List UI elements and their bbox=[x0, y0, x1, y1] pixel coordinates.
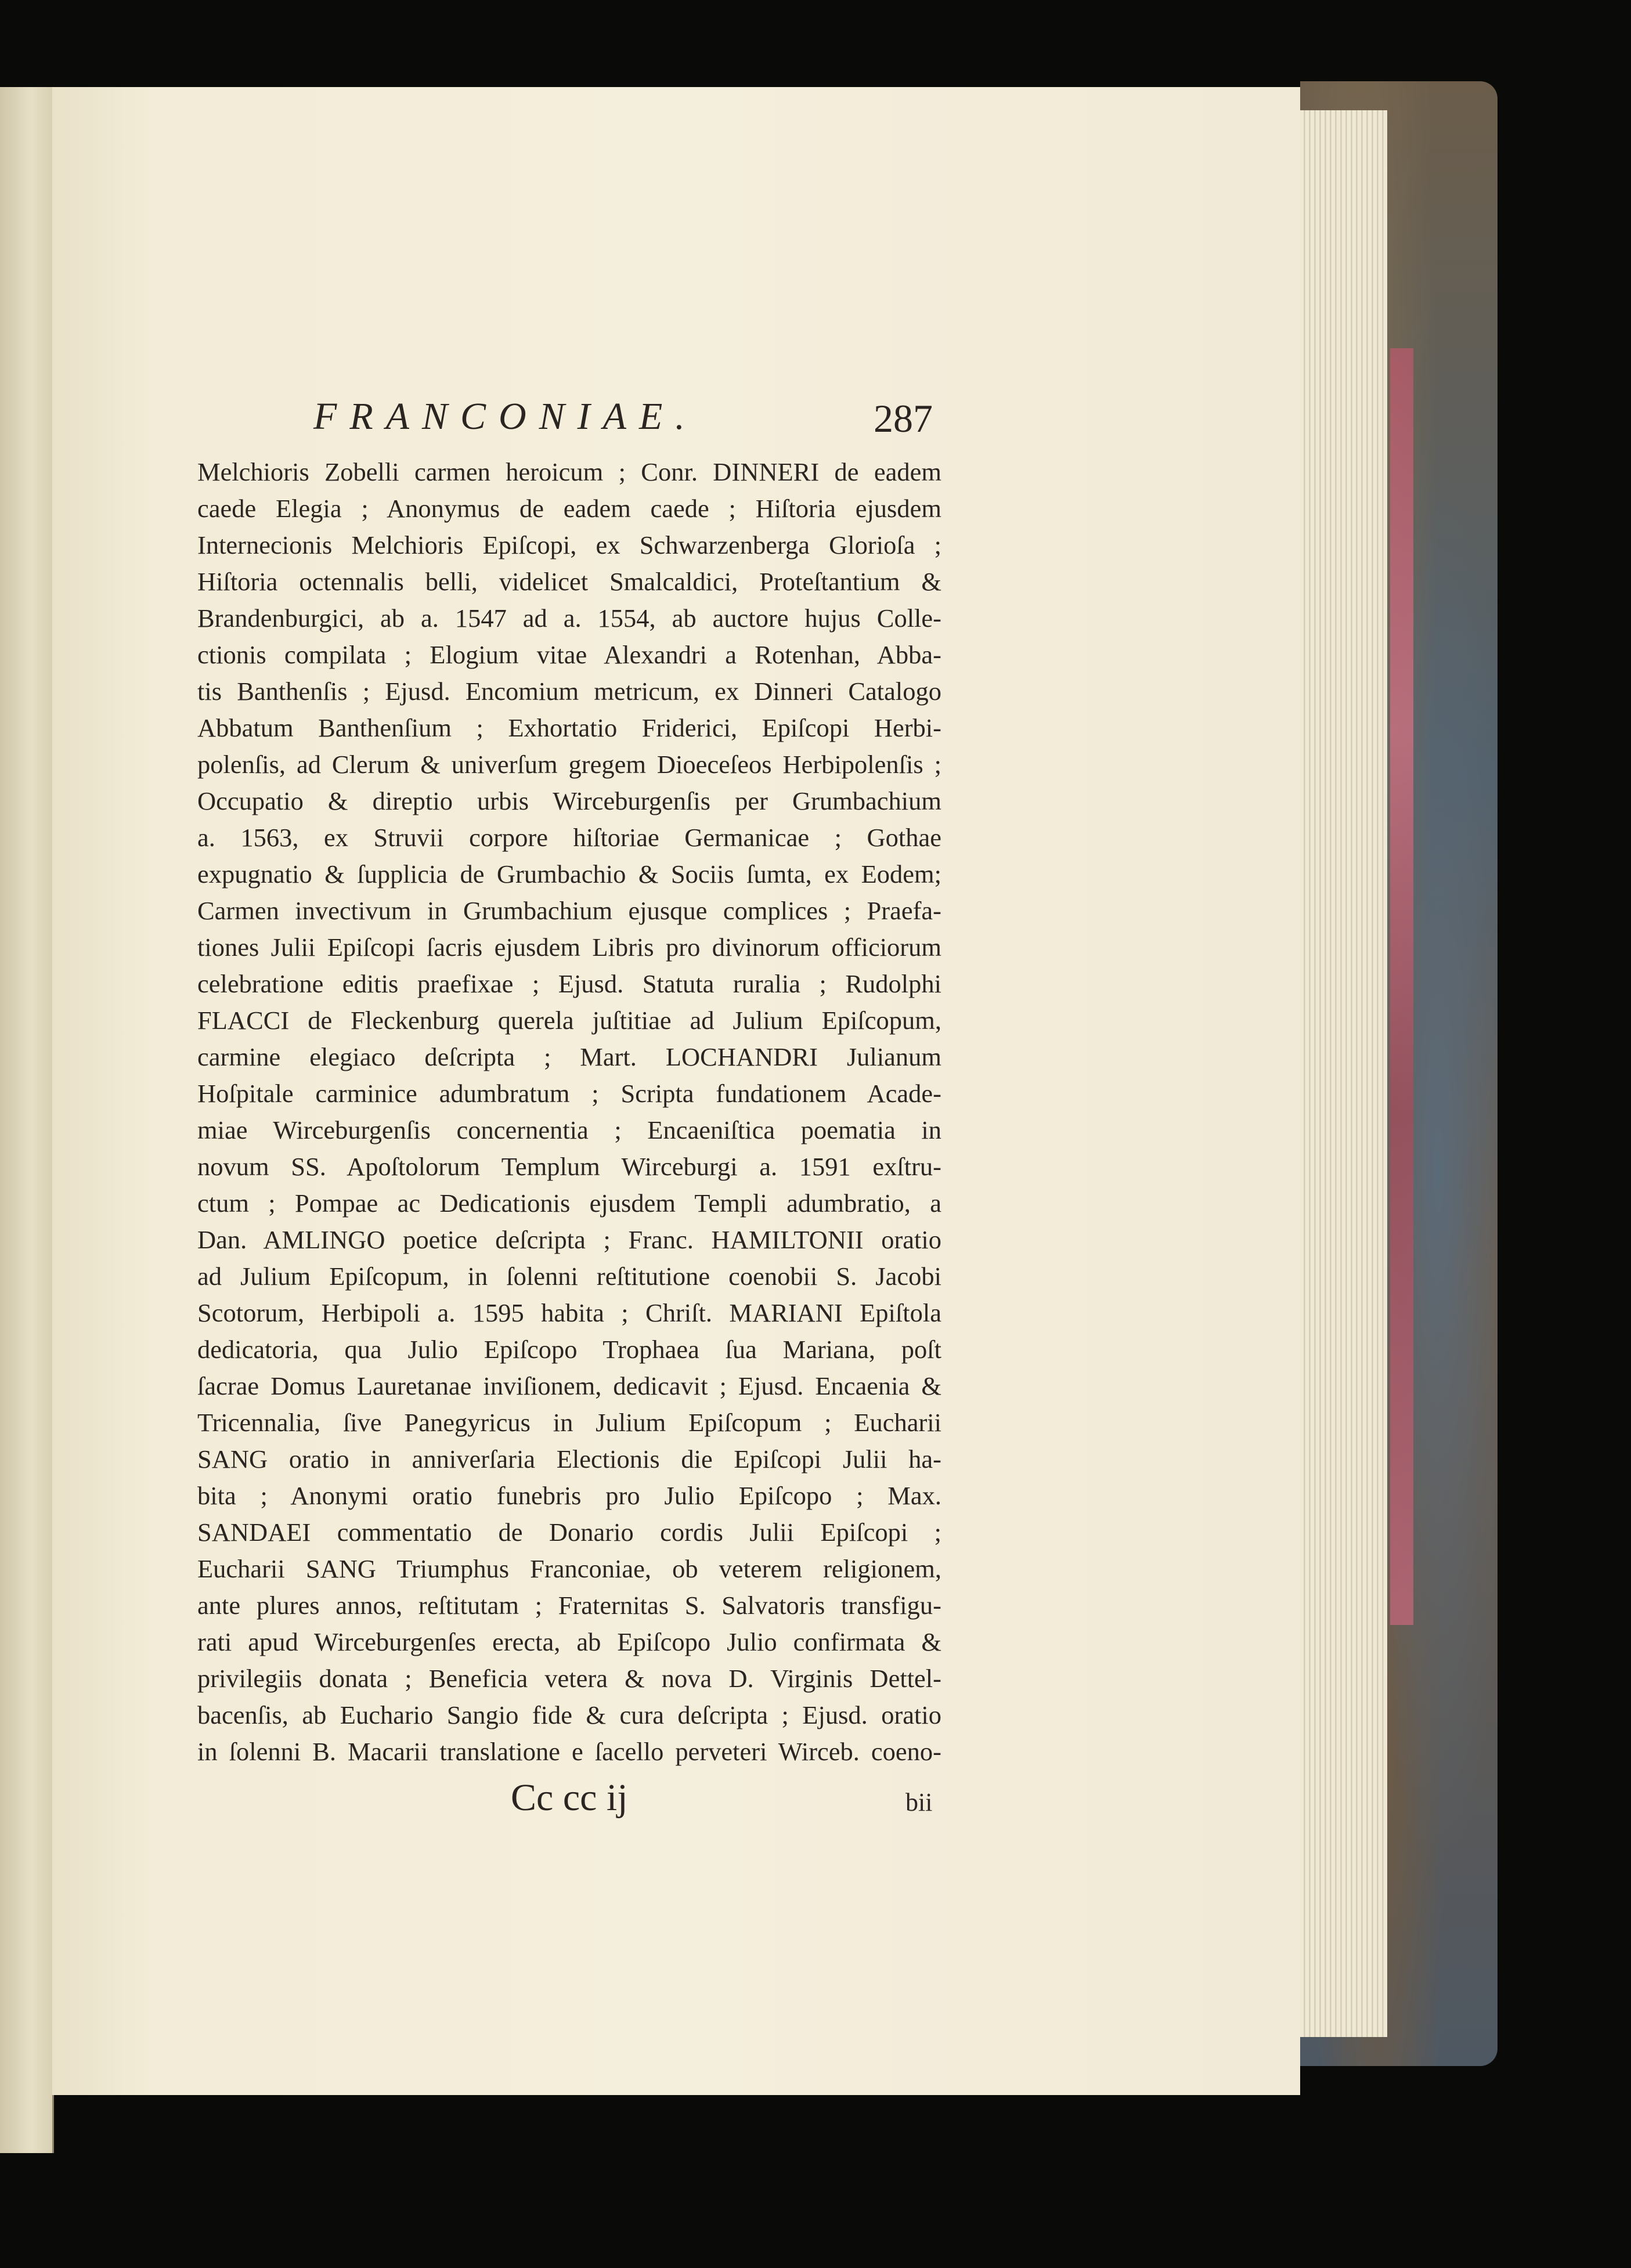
text-line: dedicatoria, qua Julio Epiſcopo Trophaea ſua Mariana, poſt bbox=[197, 1335, 941, 1364]
text-line: ctum ; Pompae ac Dedicationis ejusdem Templi adumbratio, a bbox=[197, 1189, 941, 1218]
text-line: in ſolenni B. Macarii translatione e ſacello perveteri Wirceb. coeno- bbox=[197, 1737, 941, 1766]
text-line: Brandenburgici, ab a. 1547 ad a. 1554, ab auctore hujus Colle- bbox=[197, 604, 941, 633]
text-line: privilegiis donata ; Beneficia vetera & nova D. Virginis Dettel- bbox=[197, 1664, 941, 1693]
text-line: a. 1563, ex Struvii corpore hiſtoriae Germanicae ; Gothae bbox=[197, 823, 941, 852]
text-line: ſacrae Domus Lauretanae inviſionem, dedicavit ; Ejusd. Encaenia & bbox=[197, 1371, 941, 1400]
text-line: ad Julium Epiſcopum, in ſolenni reſtitutione coenobii S. Jacobi bbox=[197, 1262, 941, 1291]
text-line: rati apud Wirceburgenſes erecta, ab Epiſcopo Julio confirmata & bbox=[197, 1627, 941, 1656]
text-line: Melchioris Zobelli carmen heroicum ; Conr. DINNERI de eadem bbox=[197, 457, 941, 486]
text-line: celebratione editis praefixae ; Ejusd. Statuta ruralia ; Rudolphi bbox=[197, 969, 941, 998]
text-line: miae Wirceburgenſis concernentia ; Encaeniſtica poematia in bbox=[197, 1115, 941, 1144]
text-line: polenſis, ad Clerum & univerſum gregem Dioeceſeos Herbipolenſis ; bbox=[197, 750, 941, 779]
text-line: expugnatio & ſupplicia de Grumbachio & Sociis ſumta, ex Eodem; bbox=[197, 859, 941, 889]
catchword: bii bbox=[905, 1788, 933, 1816]
text-line: tis Banthenſis ; Ejusd. Encomium metricum, ex Dinneri Catalogo bbox=[197, 677, 941, 706]
text-line: caede Elegia ; Anonymus de eadem caede ; Hiſtoria ejusdem bbox=[197, 494, 941, 523]
text-line: Carmen invectivum in Grumbachium ejusque complices ; Praefa- bbox=[197, 896, 941, 925]
page-block-edges bbox=[1300, 110, 1387, 2037]
text-line: SANG oratio in anniverſaria Electionis die Epiſcopi Julii ha- bbox=[197, 1444, 941, 1474]
text-line: bacenſis, ab Euchario Sangio fide & cura deſcripta ; Ejusd. oratio bbox=[197, 1700, 941, 1729]
text-line: bita ; Anonymi oratio funebris pro Julio Epiſcopo ; Max. bbox=[197, 1481, 941, 1510]
text-line: SANDAEI commentatio de Donario cordis Julii Epiſcopi ; bbox=[197, 1518, 941, 1547]
signature-mark: Cc cc ij bbox=[511, 1776, 628, 1819]
left-facing-page-edge bbox=[0, 87, 54, 2153]
text-line: Dan. AMLINGO poetice deſcripta ; Franc. HAMILTONII oratio bbox=[197, 1225, 941, 1254]
text-line: Abbatum Banthenſium ; Exhortatio Friderici, Epiſcopi Herbi- bbox=[197, 713, 941, 742]
text-line: Internecionis Melchioris Epiſcopi, ex Schwarzenberga Glorioſa ; bbox=[197, 530, 941, 559]
body-text bbox=[197, 454, 941, 1770]
text-line: novum SS. Apoſtolorum Templum Wirceburgi a. 1591 exſtru- bbox=[197, 1152, 941, 1181]
cover-edge-stain bbox=[1390, 348, 1413, 1625]
text-line: FLACCI de Fleckenburg querela juſtitiae ad Julium Epiſcopum, bbox=[197, 1006, 941, 1035]
text-line: tiones Julii Epiſcopi ſacris ejusdem Libris pro divinorum officiorum bbox=[197, 933, 941, 962]
text-line: Scotorum, Herbipoli a. 1595 habita ; Chriſt. MARIANI Epiſtola bbox=[197, 1298, 941, 1327]
text-line: Hiſtoria octennalis belli, videlicet Smalcaldici, Proteſtantium & bbox=[197, 567, 941, 596]
text-line: Eucharii SANG Triumphus Franconiae, ob veterem religionem, bbox=[197, 1554, 941, 1583]
text-line: Hoſpitale carminice adumbratum ; Scripta fundationem Acade- bbox=[197, 1079, 941, 1108]
text-line: ctionis compilata ; Elogium vitae Alexandri a Rotenhan, Abba- bbox=[197, 640, 941, 669]
running-title: FRANCONIAE. bbox=[313, 395, 698, 438]
text-line: carmine elegiaco deſcripta ; Mart. LOCHANDRI Julianum bbox=[197, 1042, 941, 1071]
text-line: Occupatio & direptio urbis Wirceburgenſis per Grumbachium bbox=[197, 786, 941, 815]
text-line: Tricennalia, ſive Panegyricus in Julium Epiſcopum ; Eucharii bbox=[197, 1408, 941, 1437]
page-number: 287 bbox=[874, 396, 933, 440]
text-line: ante plures annos, reſtitutam ; Fraternitas S. Salvatoris transfigu- bbox=[197, 1591, 941, 1620]
